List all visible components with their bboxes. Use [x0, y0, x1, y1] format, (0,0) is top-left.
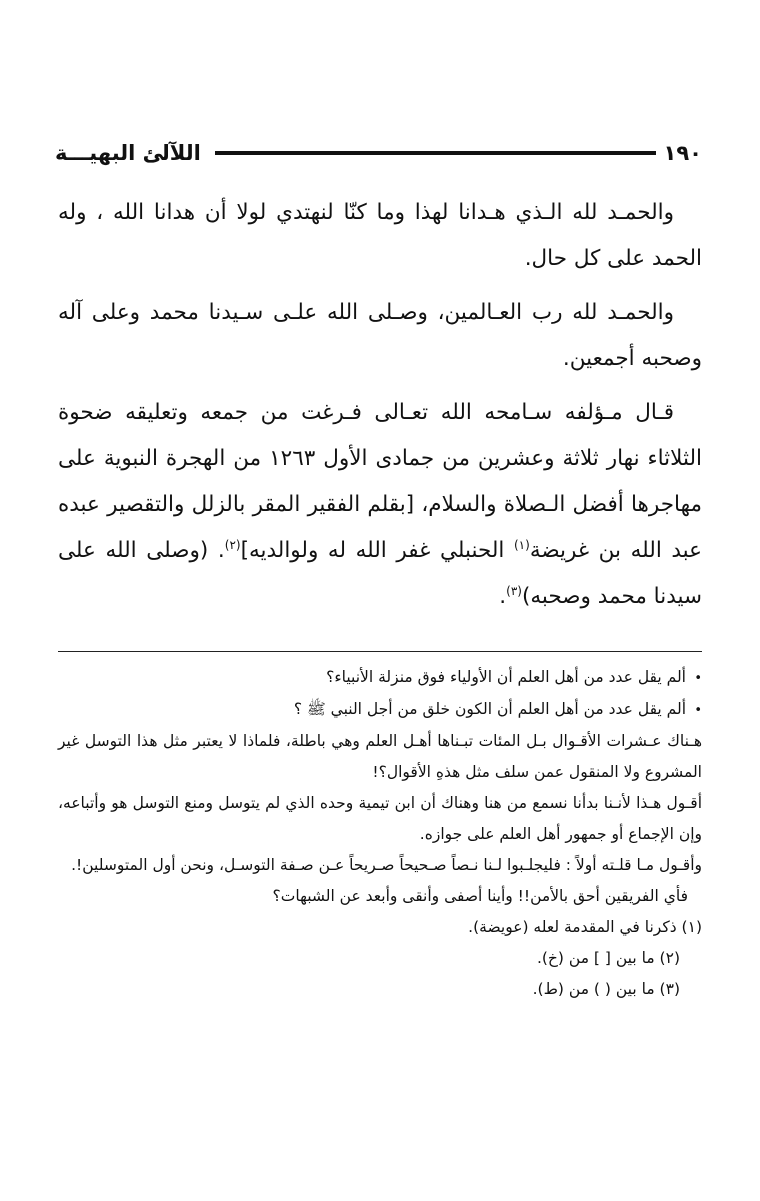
main-text [58, 190, 702, 628]
bullet-item [58, 694, 702, 726]
footnote-1: (١) ذكرنا في المقدمة لعله (عويضة). [468, 918, 702, 936]
bullet-icon: • [694, 703, 702, 718]
colophon-text: قـال مـؤلفه سـامحه الله تعـالى فـرغت من جمعه وتعليقه ضحوة الثلاثاء نهار ثلاثة وعشرين من جمادى الأول ١٢٦٣ من الهجرة النبوية على مهاجرها أفضل الـصلاة والسلام، [بقلم الفقير المقر بالزلل والتقصير عبده عبد الله بن غريضة [58, 400, 702, 563]
header-rule [215, 151, 656, 155]
commentary-paragraph: وأقـول مـا قلـته أولاً : فليجلـبوا لـنا نـصاً صـحيحاً صـريحاً عـن صـفة التوسـل، ونحن أول المتوسلين!. [71, 856, 702, 874]
footnotes [58, 662, 702, 1005]
bullet-text: ألم يقل عدد من أهل العلم أن الكون خلق من أجل النبي ﷺ ؟ [293, 700, 686, 718]
commentary-paragraph: أقـول هـذا لأنـنا بدأنا نسمع من هنا وهناك أن ابن تيمية وحده الذي لم يتوسل ومنع التوسل هو وأتباعه، وإن الإجماع أو جمهور أهل العلم على جوازه. [58, 794, 702, 843]
footnote-marker-1[interactable]: (١) [513, 537, 530, 552]
bullet-icon: • [694, 671, 702, 686]
running-header [55, 138, 702, 168]
commentary-paragraph: هـناك عـشرات الأقـوال بـل المئات تبـناها أهـل العلم وهي باطلة، فلماذا لا يعتبر مثل هذا التوسل غير المشروع ولا المنقول عمن سلف مثل هذهِ الأقوال؟! [58, 732, 702, 781]
paragraph: والحمـد لله الـذي هـدانا لهذا وما كنّا لنهتدي لولا أن هدانا الله ، وله الحمد على كل حال. [58, 200, 702, 271]
paragraph: والحمـد لله رب العـالمين، وصـلى الله علـى سـيدنا محمد وعلى آله وصحبه أجمعين. [58, 300, 702, 371]
footnote-marker-2[interactable]: (٢) [224, 537, 241, 552]
commentary-paragraph: فأي الفريقين أحق بالأمن!! وأينا أصفى وأنقى وأبعد عن الشبهات؟ [272, 887, 688, 905]
colophon-text: . [499, 584, 507, 609]
bullet-text: ألم يقل عدد من أهل العلم أن الأولياء فوق منزلة الأنبياء؟ [326, 668, 686, 686]
running-title: اللآلئ البهيـــة [55, 141, 201, 165]
page-number: ١٩٠ [663, 141, 702, 165]
footnote-marker-3[interactable]: (٣) [506, 583, 522, 598]
footnote-3: (٣) ما بين ( ) من (ط). [532, 980, 680, 998]
bullet-item [58, 662, 702, 694]
colophon-text: . (وصلى الله على سيدنا محمد وصحبه) [58, 538, 702, 609]
footnote-separator [58, 651, 702, 652]
footnote-2: (٢) ما بين [ ] من (خ). [536, 949, 680, 967]
colophon-paragraph [58, 390, 702, 620]
colophon-text: الحنبلي غفر الله له ولوالديه] [240, 538, 514, 563]
